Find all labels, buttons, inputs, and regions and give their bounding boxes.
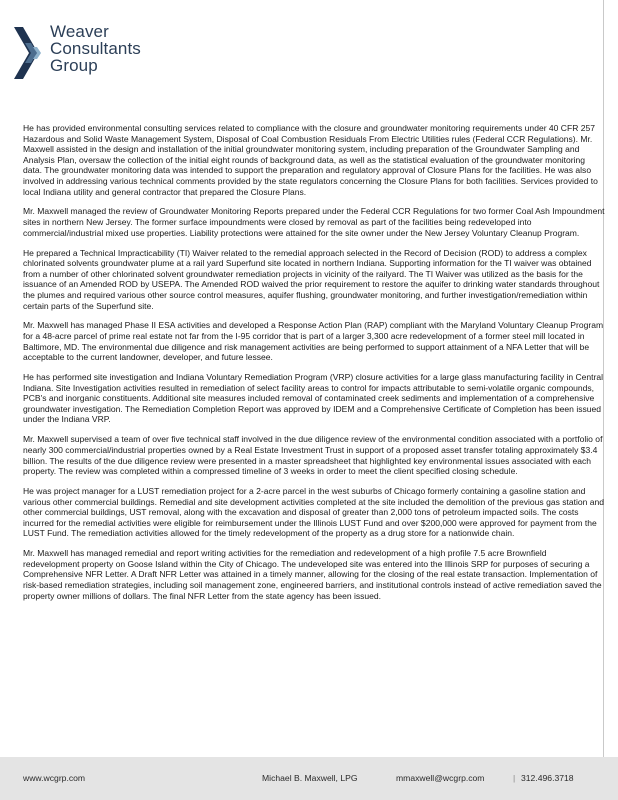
- paragraph-lust-remediation: He was project manager for a LUST remediation project for a 2-acre parcel in the west suburbs of Chicago formerly containing a gasoline station and various other commercial buildings. Remedial and site development activities completed at the site included the demolition of the previous gas station and other commercial buildings, UST removal, along with the excavation and disposal of greater than 2,000 tons of petroleum impacted soils. The costs incurred for the remedial activities were eligible for reimbursement under the Illinois LUST Fund and over $200,000 were approved for payment from the LUST Fund. The remediation activities allowed for the timely redevelopment of the property as a drug store for a nationwide chain.: [23, 486, 605, 539]
- resume-body: [23, 123, 605, 611]
- paragraph-due-diligence: Mr. Maxwell supervised a team of over five technical staff involved in the due diligence review of the environmental condition associated with a portfolio of nearly 300 commercial/industrial properties owned by a Real Estate Investment Trust in support of a proposed asset transfer totaling approximately $3.4 billion. The results of the due diligence review were presented in a master spreadsheet that highlighted key environmental issues associated with each property. The review was completed within a compressed timeline of 3 weeks in order to meet the client specified closing schedule.: [23, 434, 603, 477]
- paragraph-ti-waiver: He prepared a Technical Impracticability (TI) Waiver related to the remedial approach selected in the Record of Decision (ROD) to address a complex chlorinated solvents groundwater plume at a rail yard Superfund site located in northern Indiana. Supporting information for the TI waiver was obtained from a number of other chlorinated solvent groundwater remediation projects in vicinity of the railyard. The TI Waiver was utilized as the basis for the issuance of an Amended ROD by USEPA. The Amended ROD waived the prior requirement to restore the aquifer to drinking water standards throughout the plumes and required various other source control measures, aquifer flushing, groundwater monitoring, and further investigation/remediation within certain parts of the Superfund site.: [23, 247, 600, 311]
- paragraph-groundwater-reports: Mr. Maxwell managed the review of Groundwater Monitoring Reports prepared under the Federal CCR Regulations for two former Coal Ash Impoundment sites in northern New Jersey. The former surface impoundments were closed by removal as part of the facilities being redeveloped into commercial/industrial mixed use properties. Liability protections were attained for the site owner under the New Jersey Voluntary Cleanup Program.: [23, 206, 605, 238]
- company-name-line3: Group: [50, 56, 98, 75]
- paragraph-brownfield: Mr. Maxwell has managed remedial and report writing activities for the remediation and redevelopment of a high profile 7.5 acre Brownfield redevelopment property on Goose Island within the City of Chicago. The undeveloped site was entered into the Illinois SRP for purposes of securing a Comprehensive NFR Letter. A Draft NFR Letter was attained in a timely manner, allowing for the closing of the real estate transaction. Implementation of risk-based remediation strategies, including soil management zone, engineered barriers, and institutional controls instead of active remediation saved the property owner millions of dollars. The final NFR Letter from the state agency has been issued.: [23, 548, 602, 601]
- paragraph-ccr-compliance: He has provided environmental consulting services related to compliance with the closure and groundwater monitoring requirements under 40 CFR 257 Hazardous and Solid Waste Management System, Disposal of Coal Combustion Residuals From Electric Utilities rules (Federal CCR Regulations). Mr. Maxwell assisted in the design and installation of the initial groundwater monitoring system, including preparation of the Groundwater Sampling and Analysis Plan, oversaw the collection of the initial eight rounds of background data, as well as the statistical evaluation of the groundwater monitoring data. The groundwater monitoring data was intended to support the preparation and regulatory approval of Closure Plans for the facilities. He was also involved in addressing various technical comments provided by the state regulators concerning the Closure Plans for both facilities. Services provided to local Indiana utility and general contractor that prepared the Closure Plans.: [23, 123, 598, 197]
- footer-contact-name: Michael B. Maxwell, LPG: [262, 773, 358, 783]
- page-footer: [0, 757, 618, 800]
- footer-phone: 312.496.3718: [521, 773, 574, 783]
- company-logo: [14, 23, 141, 81]
- company-name-line1: Weaver: [50, 22, 109, 41]
- paragraph-vrp-closure: He has performed site investigation and Indiana Voluntary Remediation Program (VRP) closure activities for a large glass manufacturing facility in Central Indiana. Site Investigation activities resulted in remediation of select facility areas to control for impacts attributable to semi-volatile organic compounds, PCB's and inorganic constituents. Additional site measures included removal of contaminated creek sediments and implementation of a comprehensive groundwater investigation. The Remediation Completion Report was approved by IDEM and a Comprehensive Certificate of Completion has been issued under the Indiana VRP.: [23, 372, 604, 425]
- footer-email: mmaxwell@wcgrp.com: [396, 773, 485, 783]
- company-name-line2: Consultants: [50, 39, 141, 58]
- footer-website: www.wcgrp.com: [23, 773, 86, 783]
- paragraph-phase-ii-esa: Mr. Maxwell has managed Phase II ESA activities and developed a Response Action Plan (RAP) compliant with the Maryland Voluntary Cleanup Program for a 48-acre parcel of prime real estate not far from the I-95 corridor that is part of a larger 3,300 acre redevelopment of a former steel mill located in Baltimore, MD. The environmental due diligence and risk management activities are being performed to support attainment of a NFA Letter that will be acceptable to the current landowner, developer, and future lessee.: [23, 320, 604, 363]
- chevron-logo-icon: [14, 25, 44, 81]
- footer-separator: |: [513, 773, 516, 783]
- company-name: [50, 23, 141, 74]
